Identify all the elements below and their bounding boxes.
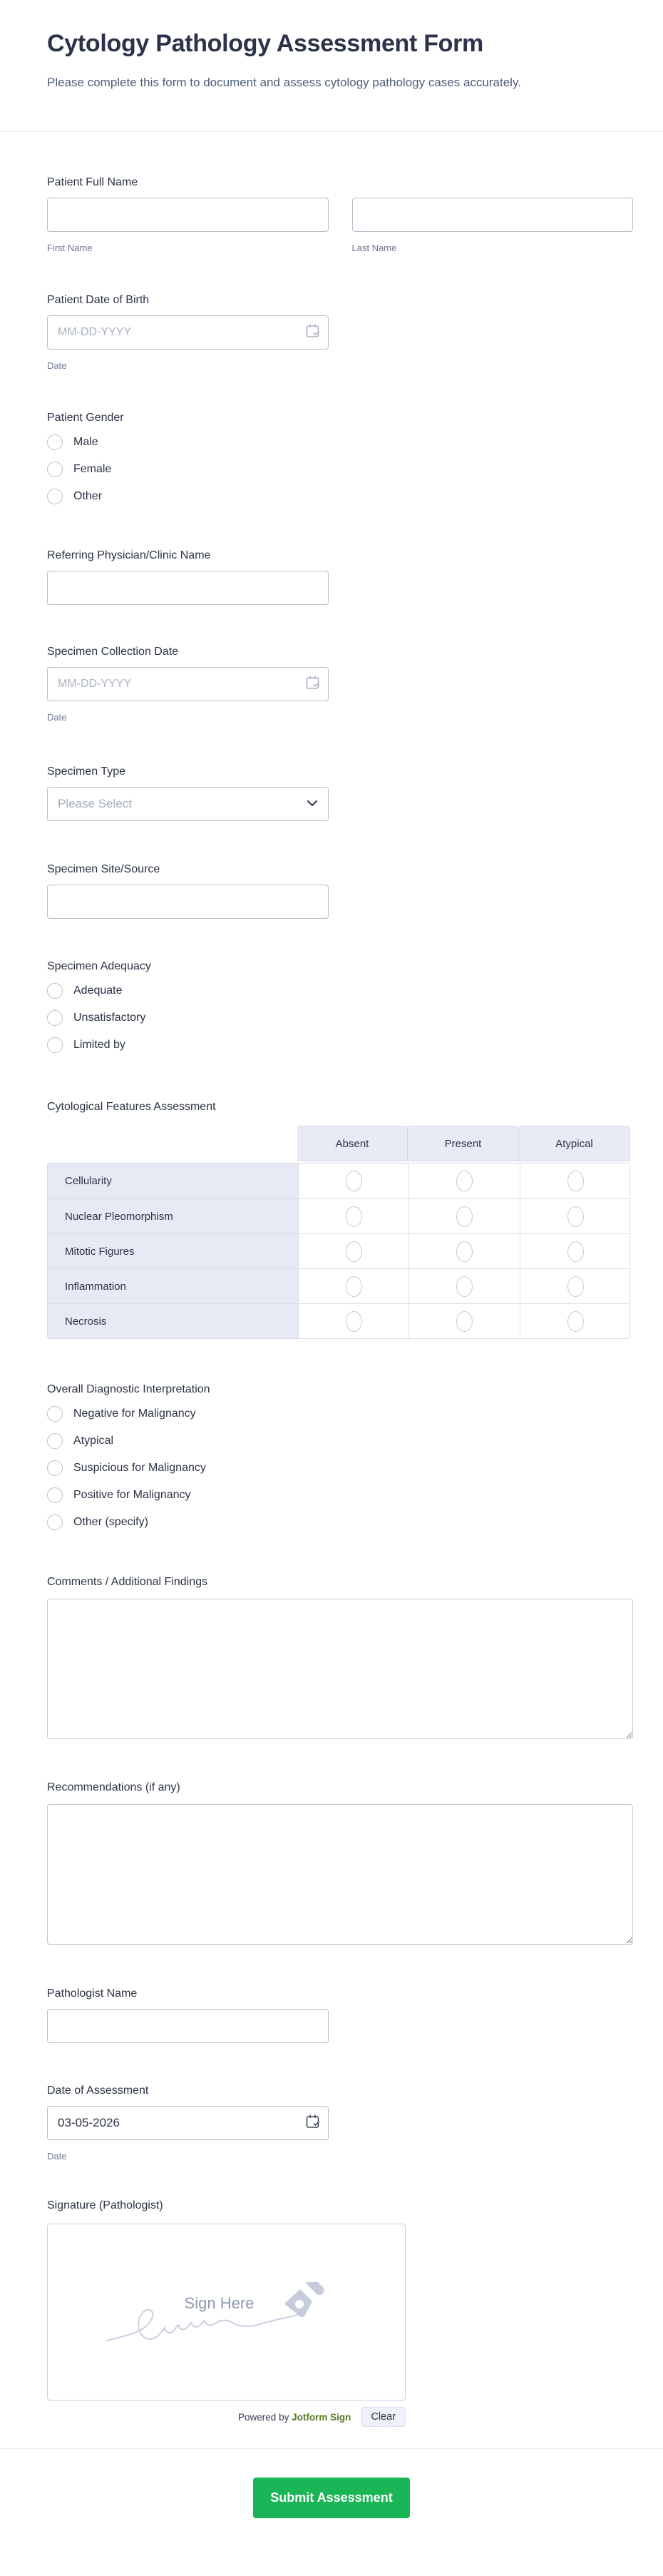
question-dob [47, 293, 633, 371]
calendar-icon[interactable] [306, 324, 319, 342]
interpretation-option-negative[interactable] [47, 1406, 633, 1422]
interpretation-radio-atypical[interactable] [47, 1433, 63, 1449]
question-pathologist-name [47, 1987, 633, 2043]
clear-signature-button[interactable]: Clear [361, 2407, 406, 2427]
sign-here-placeholder: Sign Here [184, 2294, 255, 2313]
question-adequacy [47, 959, 633, 1053]
row-label-inflammation: Inflammation [48, 1268, 298, 1303]
question-specimen-site [47, 862, 633, 919]
adequacy-option-unsatisfactory[interactable] [47, 1010, 633, 1026]
jotform-sign-brand: Jotform Sign [292, 2411, 351, 2423]
adequacy-radio-adequate[interactable] [47, 983, 63, 999]
mitotic-figures-atypical-radio[interactable] [567, 1241, 584, 1262]
submit-button[interactable]: Submit Assessment [253, 2478, 410, 2518]
question-comments [47, 1575, 633, 1739]
mitotic-figures-present-radio[interactable] [456, 1241, 473, 1262]
question-gender [47, 411, 633, 504]
interpretation-radio-negative[interactable] [47, 1406, 63, 1422]
recommendations-label: Recommendations (if any) [47, 1781, 180, 1793]
necrosis-present-radio[interactable] [456, 1311, 473, 1332]
interpretation-label: Overall Diagnostic Interpretation [47, 1383, 210, 1395]
gender-option-label: Male [73, 436, 98, 448]
row-label-mitotic-figures: Mitotic Figures [48, 1233, 298, 1268]
page-title: Cytology Pathology Assessment Form [47, 30, 483, 57]
assessment-date-sublabel: Date [47, 2151, 67, 2162]
question-interpretation [47, 1383, 633, 1530]
inflammation-absent-radio[interactable] [346, 1276, 362, 1297]
collection-date-label: Specimen Collection Date [47, 646, 179, 658]
signature-footer [47, 2407, 406, 2427]
adequacy-radio-unsatisfactory[interactable] [47, 1010, 63, 1026]
inflammation-present-radio[interactable] [456, 1276, 473, 1297]
gender-option-female[interactable] [47, 462, 633, 477]
assessment-date-input[interactable] [47, 2106, 329, 2140]
collection-date-sublabel: Date [47, 712, 67, 723]
dob-label: Patient Date of Birth [47, 294, 150, 306]
powered-by-text [238, 2412, 351, 2423]
specimen-site-label: Specimen Site/Source [47, 863, 160, 875]
gender-option-label: Other [73, 490, 103, 502]
chevron-down-icon [307, 798, 318, 810]
adequacy-radio-limited[interactable] [47, 1037, 63, 1053]
column-header-present: Present [408, 1126, 519, 1161]
interpretation-option-label: Negative for Malignancy [73, 1407, 196, 1420]
gender-label: Patient Gender [47, 412, 124, 424]
patient-name-label: Patient Full Name [47, 176, 138, 188]
form-subtitle: Please complete this form to document and assess cytology pathology cases accurately. [47, 76, 521, 89]
interpretation-option-label: Positive for Malignancy [73, 1489, 191, 1501]
collection-date-input[interactable] [47, 667, 329, 701]
pathologist-name-input[interactable] [47, 2009, 329, 2043]
row-label-necrosis: Necrosis [48, 1303, 298, 1338]
pathologist-name-label: Pathologist Name [47, 1987, 138, 2000]
features-table-label: Cytological Features Assessment [47, 1101, 216, 1113]
features-table-body [47, 1163, 630, 1339]
pen-nib-icon [280, 2282, 324, 2322]
adequacy-option-label: Unsatisfactory [73, 1012, 146, 1024]
question-signature [47, 2199, 633, 2427]
gender-radio-female[interactable] [47, 462, 63, 477]
question-specimen-type [47, 765, 633, 821]
first-name-input[interactable] [47, 198, 329, 232]
interpretation-option-label: Atypical [73, 1435, 114, 1447]
calendar-icon[interactable] [306, 676, 319, 693]
question-collection-date [47, 645, 633, 723]
cellularity-absent-radio[interactable] [346, 1171, 362, 1191]
gender-radio-male[interactable] [47, 434, 63, 450]
form-body [0, 175, 663, 2427]
table-corner-cell [47, 1126, 297, 1161]
column-header-atypical: Atypical [519, 1126, 630, 1161]
adequacy-option-adequate[interactable] [47, 983, 633, 999]
adequacy-option-label: Adequate [73, 984, 123, 997]
gender-radio-other[interactable] [47, 489, 63, 504]
first-name-sublabel: First Name [47, 243, 93, 253]
comments-textarea[interactable] [47, 1599, 633, 1739]
signature-label: Signature (Pathologist) [47, 2199, 163, 2211]
question-recommendations [47, 1781, 633, 1945]
necrosis-atypical-radio[interactable] [567, 1311, 584, 1332]
cellularity-present-radio[interactable] [456, 1171, 473, 1191]
gender-option-male[interactable] [47, 434, 633, 450]
interpretation-radio-positive[interactable] [47, 1487, 63, 1503]
last-name-input[interactable] [352, 198, 634, 232]
row-label-nuclear-pleomorphism: Nuclear Pleomorphism [48, 1198, 298, 1233]
comments-label: Comments / Additional Findings [47, 1576, 207, 1588]
nuclear-pleomorphism-atypical-radio[interactable] [567, 1206, 584, 1227]
adequacy-option-label: Limited by [73, 1039, 125, 1051]
question-features-table [47, 1100, 633, 1339]
gender-option-other[interactable] [47, 489, 633, 504]
interpretation-option-suspicious[interactable] [47, 1460, 633, 1476]
features-table-header [47, 1126, 630, 1161]
recommendations-textarea[interactable] [47, 1804, 633, 1945]
adequacy-option-limited[interactable] [47, 1037, 633, 1053]
gender-option-label: Female [73, 463, 112, 475]
interpretation-radio-other[interactable] [47, 1514, 63, 1530]
question-referring-physician [47, 549, 633, 605]
referring-physician-input[interactable] [47, 571, 329, 605]
specimen-type-value: Please Select [58, 797, 132, 810]
powered-by-prefix: Powered by [238, 2411, 289, 2423]
interpretation-radio-suspicious[interactable] [47, 1460, 63, 1476]
dob-sublabel: Date [47, 360, 67, 371]
assessment-date-label: Date of Assessment [47, 2084, 149, 2097]
inflammation-atypical-radio[interactable] [567, 1276, 584, 1297]
necrosis-absent-radio[interactable] [346, 1311, 362, 1332]
mitotic-figures-absent-radio[interactable] [346, 1241, 362, 1262]
last-name-sublabel: Last Name [351, 243, 397, 253]
form-page [0, 0, 663, 96]
nuclear-pleomorphism-present-radio[interactable] [456, 1206, 473, 1227]
features-table [47, 1126, 630, 1339]
form-footer [0, 2449, 663, 2555]
dob-input[interactable] [47, 315, 329, 350]
adequacy-label: Specimen Adequacy [47, 960, 151, 972]
question-assessment-date [47, 2084, 633, 2162]
column-header-absent: Absent [297, 1126, 408, 1161]
header-divider [0, 131, 663, 132]
signature-pad[interactable] [47, 2224, 406, 2401]
specimen-site-input[interactable] [47, 885, 329, 919]
interpretation-option-other[interactable] [47, 1514, 633, 1530]
specimen-type-label: Specimen Type [47, 765, 125, 778]
interpretation-option-label: Suspicious for Malignancy [73, 1462, 206, 1474]
interpretation-option-atypical[interactable] [47, 1433, 633, 1449]
row-label-cellularity: Cellularity [48, 1164, 298, 1198]
nuclear-pleomorphism-absent-radio[interactable] [346, 1206, 362, 1227]
referring-physician-label: Referring Physician/Clinic Name [47, 549, 211, 561]
question-patient-name [47, 175, 633, 253]
interpretation-option-label: Other (specify) [73, 1516, 148, 1528]
cellularity-atypical-radio[interactable] [567, 1171, 584, 1191]
interpretation-option-positive[interactable] [47, 1487, 633, 1503]
specimen-type-select[interactable] [47, 787, 329, 821]
calendar-icon[interactable] [306, 2114, 319, 2132]
